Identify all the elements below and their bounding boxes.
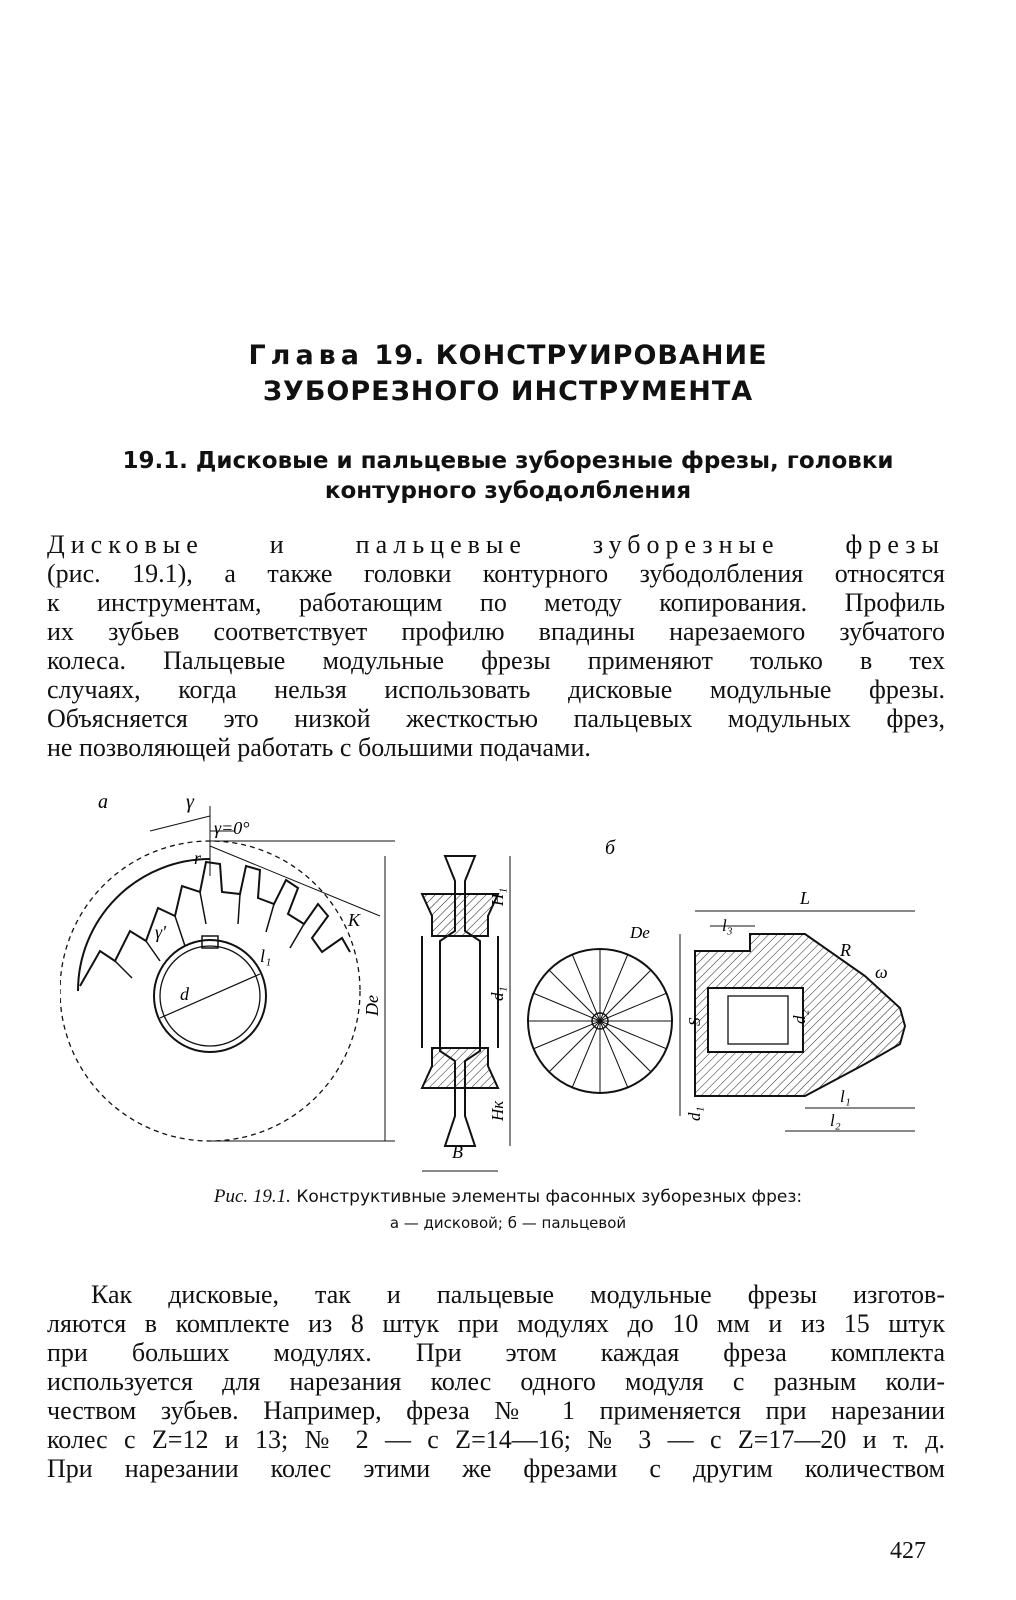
side-hatch-bottom (422, 1048, 498, 1088)
label-l1-disc: l₁ (260, 946, 272, 966)
chapter-title-line2: ЗУБОРЕЗНОГО ИНСТРУМЕНТА (262, 376, 754, 407)
label-d1-side: d₁ (488, 986, 507, 1001)
chapter-title-line1 (0, 338, 1016, 374)
label-b-finger: б (605, 837, 616, 859)
label-de-finger: De (630, 923, 650, 942)
label-gamma-top: γ (186, 791, 194, 813)
paragraph-1 (47, 530, 945, 762)
label-r-finger: R (840, 940, 851, 960)
caption-figure-number: Рис. 19.1. (213, 1186, 291, 1207)
paragraph-line: При нарезании колес этими же фрезами с другим количеством (47, 1454, 945, 1483)
gamma-line (150, 816, 210, 831)
finger-cutter-end-view (528, 949, 672, 1093)
label-gamma-prime: γ' (155, 922, 166, 942)
paragraph-line: Объясняется это низкой жесткостью пальцевых модульных фрез, (47, 704, 945, 733)
label-a: а (98, 791, 108, 813)
label-de-disc: De (362, 995, 382, 1016)
paragraph-line: ляются в комплекте из 8 штук при модулях до 10 мм и из 15 штук (47, 1309, 945, 1338)
label-l3: l₃ (722, 916, 733, 935)
figure-caption (0, 1184, 1016, 1236)
paragraph-2 (47, 1280, 945, 1483)
chapter-title (0, 338, 1016, 410)
label-l: L (800, 888, 811, 908)
tooth-line (146, 941, 160, 961)
label-b: B (452, 1142, 463, 1162)
caption-line1 (0, 1184, 1016, 1210)
paragraph-line: Как дисковые, так и пальцевые модульные фрезы изготов- (91, 1280, 945, 1309)
label-d1-finger: d₁ (685, 1106, 704, 1121)
disc-outer-arc (78, 859, 210, 991)
tooth-line (238, 894, 240, 924)
figure-19-1 (60, 786, 960, 1186)
paragraph-1-term: Дисковые и пальцевые зуборезные фрезы (47, 530, 945, 559)
tooth-line (266, 904, 274, 932)
bore-diameter-line (160, 974, 260, 1018)
chapter-number-title: 19. КОНСТРУИРОВАНИЕ (363, 340, 768, 371)
section-title (60, 446, 956, 506)
disc-cutter-drawing (60, 806, 395, 1141)
side-hatch-top (422, 894, 498, 936)
caption-text: Конструктивные элементы фасонных зуборезных фрез: (290, 1187, 803, 1207)
chapter-prefix: Глава (248, 340, 364, 371)
label-r: r (194, 848, 202, 868)
section-title-line1: 19.1. Дисковые и пальцевые зуборезные фрезы, головки (122, 448, 894, 474)
section-title-line2: контурного зубодолбления (324, 478, 692, 504)
paragraph-line: при больших модулях. При этом каждая фреза комплекта (47, 1338, 945, 1367)
label-gamma-zero: γ=0° (214, 818, 250, 838)
paragraph-line: не позволяющей работать с большими подачами. (47, 733, 591, 762)
paragraph-line: (рис. 19.1), а также головки контурного зубодолбления относятся (47, 559, 945, 588)
paragraph-line: колеса. Пальцевые модульные фрезы применяют только в тех (47, 646, 945, 675)
paragraph-line: колес с Z=12 и 13; № 2 — с Z=14—16; № 3 — с Z=17—20 и т. д. (47, 1425, 945, 1454)
paragraph-line: к инструментам, работающим по методу копирования. Профиль (47, 588, 945, 617)
label-h1: H₁ (488, 887, 507, 906)
label-hk: Hк (488, 1100, 507, 1121)
disc-outer-dashed-circle (60, 841, 360, 1141)
k-dimension-line (210, 846, 380, 916)
paragraph-line: чеством зубьев. Например, фреза № 1 применяется при нарезании (47, 1396, 945, 1425)
paragraph-line: используется для нарезания колес одного модуля с разным коли- (47, 1367, 945, 1396)
finger-bore (708, 988, 803, 1052)
label-l2: l₂ (830, 1111, 841, 1130)
label-d: d (180, 984, 189, 1004)
label-s: S (685, 1017, 704, 1026)
tooth-line (200, 892, 206, 924)
label-omega: ω (875, 962, 888, 982)
tooth-line (115, 961, 132, 978)
label-l1-finger: l₁ (840, 1087, 851, 1106)
tooth-line (290, 924, 304, 948)
paragraph-line: их зубьев соответствует профилю впадины нарезаемого зубчатого (47, 617, 945, 646)
label-d2: d₂ (790, 1009, 809, 1024)
caption-subline: а — дисковой; б — пальцевой (389, 1214, 627, 1232)
tooth-line (175, 916, 185, 946)
paragraph-line: случаях, когда нельзя использовать дисковые модульные фрезы. (47, 675, 945, 704)
label-k: K (348, 910, 361, 930)
page-number: 427 (890, 1538, 926, 1564)
